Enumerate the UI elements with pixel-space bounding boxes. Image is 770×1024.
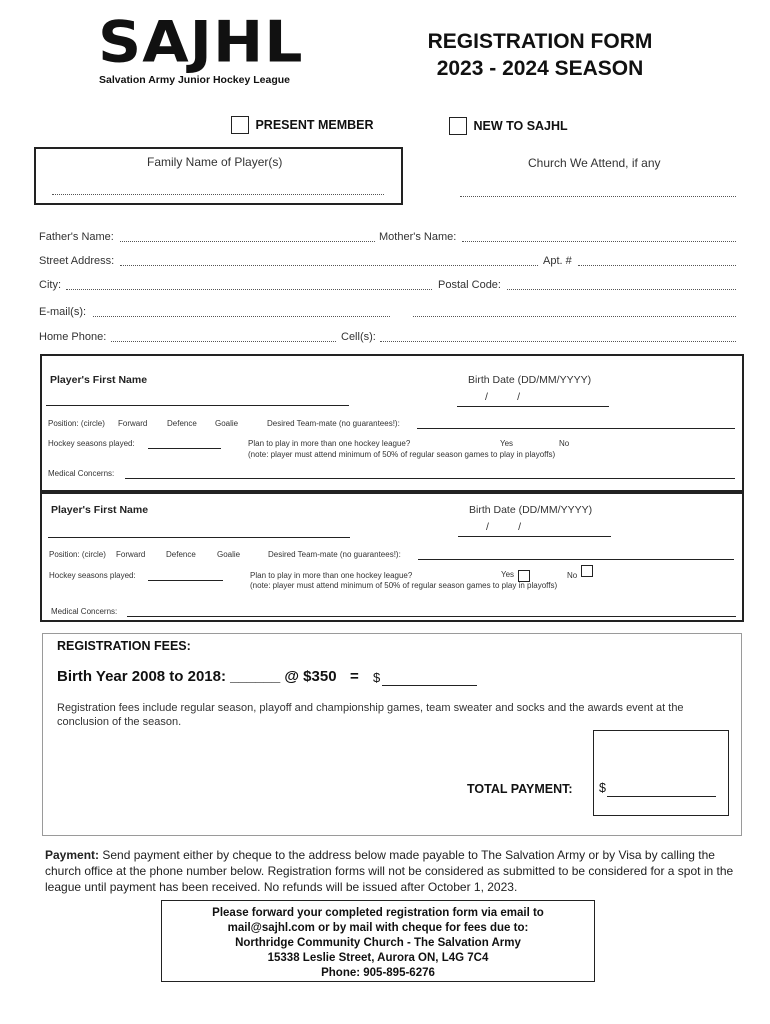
player-2-plan-note: (note: player must attend minimum of 50% of regular season games to play in playoffs) <box>250 581 558 590</box>
fee-amount-line[interactable] <box>382 685 477 686</box>
mother-line[interactable] <box>462 241 736 242</box>
fee-dollar: $ <box>373 670 381 685</box>
total-payment-line[interactable] <box>607 796 716 797</box>
player-1-plan-note: (note: player must attend minimum of 50% of regular season games to play in playoffs) <box>248 450 556 459</box>
cell-label: Cell(s): <box>341 331 376 343</box>
player-1-no-option[interactable]: No <box>559 439 570 448</box>
player-2-birth-slashes: / / <box>486 521 522 533</box>
city-line[interactable] <box>66 289 432 290</box>
player-1-defence-option[interactable]: Defence <box>167 419 197 428</box>
player-2-birth-label: Birth Date (DD/MM/YYYY) <box>469 504 593 516</box>
player-2-plan-label: Plan to play in more than one hockey league? <box>250 571 413 580</box>
player-2-yes-label: Yes <box>501 570 515 579</box>
payment-text: Send payment either by cheque to the address below made payable to The Salvation Army or by Visa by calling the church office at the phone number below. Registration forms will not be considered as submitted to be considered for a spot in the league until payment has been received. No refunds will be issued after October 1, 2023. <box>45 848 734 894</box>
player-2-no-checkbox[interactable] <box>581 565 593 577</box>
email-line[interactable] <box>93 316 390 317</box>
father-line[interactable] <box>120 241 375 242</box>
player-1-birth-line[interactable] <box>457 406 609 407</box>
city-label: City: <box>39 279 61 291</box>
player-1-seasons-label: Hockey seasons played: <box>48 439 135 448</box>
player-2-medical-line[interactable] <box>127 616 736 617</box>
postal-line[interactable] <box>507 289 736 290</box>
season-title: 2023 - 2024 SEASON <box>436 57 644 80</box>
logo-subtitle: Salvation Army Junior Hockey League <box>99 74 291 86</box>
total-dollar: $ <box>599 781 606 795</box>
birth-year-fee-line: Birth Year 2008 to 2018: ______ @ $350 <box>57 668 337 685</box>
player-2-position-label: Position: (circle) <box>49 550 106 559</box>
player-2-goalie-option[interactable]: Goalie <box>217 550 241 559</box>
postal-label: Postal Code: <box>438 279 501 291</box>
player-2-no-option[interactable] <box>567 565 593 580</box>
father-label: Father's Name: <box>39 231 114 243</box>
player-1-birth-slashes: / / <box>485 391 521 403</box>
player-1-medical-line[interactable] <box>125 478 735 479</box>
new-to-sajhl-label: NEW TO SAJHL <box>473 119 568 133</box>
present-member-label: PRESENT MEMBER <box>255 118 374 132</box>
player-1-yes-option[interactable]: Yes <box>500 439 514 448</box>
player-1-goalie-option[interactable]: Goalie <box>215 419 239 428</box>
street-line[interactable] <box>120 265 538 266</box>
player-1-teammate-label: Desired Team-mate (no guarantees!): <box>267 419 400 428</box>
player-2-first-name-line[interactable] <box>48 537 350 538</box>
forward-line-2: mail@sajhl.com or by mail with cheque for fees due to: <box>227 922 529 934</box>
home-phone-line[interactable] <box>111 341 336 342</box>
player-2-teammate-label: Desired Team-mate (no guarantees!): <box>268 550 401 559</box>
cell-line[interactable] <box>380 341 736 342</box>
player-2-defence-option[interactable]: Defence <box>166 550 196 559</box>
total-payment-label: TOTAL PAYMENT: <box>467 782 573 796</box>
form-title: REGISTRATION FORM <box>427 30 653 53</box>
apt-label: Apt. # <box>543 255 572 267</box>
player-1-medical-label: Medical Concerns: <box>48 469 115 478</box>
forward-line-3: Northridge Community Church - The Salvation Army <box>235 937 521 949</box>
player-2-medical-label: Medical Concerns: <box>51 607 118 616</box>
player-1-birth-label: Birth Date (DD/MM/YYYY) <box>468 374 592 386</box>
forward-line-5: Phone: 905-895-6276 <box>321 967 435 979</box>
forward-line-4: 15338 Leslie Street, Aurora ON, L4G 7C4 <box>267 952 489 964</box>
player-1-teammate-line[interactable] <box>417 428 735 429</box>
family-name-line[interactable] <box>52 194 384 195</box>
payment-paragraph <box>45 847 745 895</box>
player-1-first-name-line[interactable] <box>46 405 349 406</box>
mother-label: Mother's Name: <box>379 231 457 243</box>
player-2-yes-checkbox[interactable] <box>518 570 530 582</box>
home-phone-label: Home Phone: <box>39 331 107 343</box>
player-1-first-name-label: Player's First Name <box>50 374 148 386</box>
new-to-sajhl-option[interactable] <box>449 117 568 135</box>
apt-line[interactable] <box>578 265 736 266</box>
present-member-option[interactable] <box>231 116 374 134</box>
email-label: E-mail(s): <box>39 306 87 318</box>
church-label: Church We Attend, if any <box>528 156 661 170</box>
street-label: Street Address: <box>39 255 115 267</box>
fees-includes-text: Registration fees include regular season, playoff and championship games, team sweater and socks and the awards event at the conclusion of the season. <box>57 702 684 728</box>
church-line[interactable] <box>460 196 736 197</box>
player-2-birth-line[interactable] <box>458 536 611 537</box>
player-1-seasons-line[interactable] <box>148 448 221 449</box>
fee-equals: = <box>350 668 359 685</box>
player-2-no-label: No <box>567 571 578 580</box>
new-to-sajhl-checkbox[interactable] <box>449 117 467 135</box>
player-2-forward-option[interactable]: Forward <box>116 550 146 559</box>
family-name-label: Family Name of Player(s) <box>147 155 283 169</box>
total-payment-box[interactable] <box>593 730 729 816</box>
player-2-yes-option[interactable] <box>501 570 530 582</box>
forward-instructions-box <box>161 900 595 982</box>
player-2-teammate-line[interactable] <box>418 559 734 560</box>
fees-heading: REGISTRATION FEES: <box>57 639 191 653</box>
player-2-first-name-label: Player's First Name <box>51 504 149 516</box>
payment-label: Payment: <box>45 848 100 862</box>
player-2-seasons-label: Hockey seasons played: <box>49 571 136 580</box>
email-line-2[interactable] <box>413 316 736 317</box>
sajhl-logo: SAJHL <box>98 9 304 76</box>
player-1-position-label: Position: (circle) <box>48 419 105 428</box>
player-2-seasons-line[interactable] <box>148 580 223 581</box>
player-1-plan-label: Plan to play in more than one hockey league? <box>248 439 411 448</box>
present-member-checkbox[interactable] <box>231 116 249 134</box>
forward-line-1: Please forward your completed registration form via email to <box>212 907 544 919</box>
player-1-forward-option[interactable]: Forward <box>118 419 148 428</box>
